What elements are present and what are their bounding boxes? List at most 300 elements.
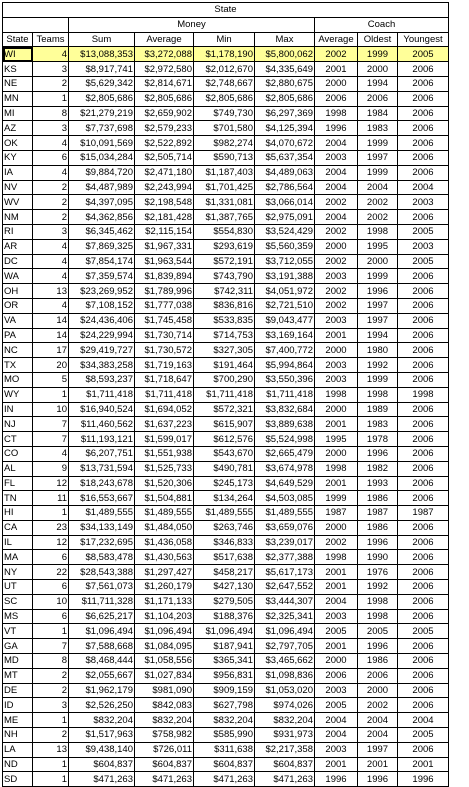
cell-sum[interactable]: $4,487,989 bbox=[69, 180, 135, 195]
cell-max[interactable]: $1,489,555 bbox=[255, 506, 315, 521]
cell-teams[interactable]: 1 bbox=[33, 713, 69, 728]
cell-average[interactable]: $1,436,058 bbox=[135, 535, 194, 550]
cell-teams[interactable]: 1 bbox=[33, 91, 69, 106]
cell-min[interactable]: $572,321 bbox=[194, 402, 255, 417]
cell-oldest[interactable]: 1986 bbox=[358, 520, 398, 535]
cell-max[interactable]: $3,674,978 bbox=[255, 461, 315, 476]
cell-min[interactable]: $191,464 bbox=[194, 358, 255, 373]
cell-max[interactable]: $7,400,772 bbox=[255, 343, 315, 358]
cell-state[interactable]: TN bbox=[3, 491, 33, 506]
cell-youngest[interactable]: 2006 bbox=[398, 417, 449, 432]
cell-sum[interactable]: $6,207,751 bbox=[69, 446, 135, 461]
cell-average[interactable]: $1,718,647 bbox=[135, 372, 194, 387]
cell-average[interactable]: $2,659,902 bbox=[135, 106, 194, 121]
cell-state[interactable]: DE bbox=[3, 683, 33, 698]
cell-sum[interactable]: $1,489,555 bbox=[69, 506, 135, 521]
cell-youngest[interactable]: 1996 bbox=[398, 772, 449, 787]
cell-teams[interactable]: 1 bbox=[33, 624, 69, 639]
cell-sum[interactable]: $4,362,856 bbox=[69, 210, 135, 225]
cell-teams[interactable]: 6 bbox=[33, 550, 69, 565]
cell-min[interactable]: $700,290 bbox=[194, 372, 255, 387]
cell-min[interactable]: $1,489,555 bbox=[194, 506, 255, 521]
cell-max[interactable]: $3,712,055 bbox=[255, 254, 315, 269]
cell-max[interactable]: $4,070,672 bbox=[255, 136, 315, 151]
cell-state[interactable]: HI bbox=[3, 506, 33, 521]
cell-oldest[interactable]: 2002 bbox=[358, 698, 398, 713]
cell-average[interactable]: $1,520,306 bbox=[135, 476, 194, 491]
cell-coach-average[interactable]: 2004 bbox=[315, 210, 358, 225]
cell-sum[interactable]: $5,629,342 bbox=[69, 76, 135, 91]
cell-oldest[interactable]: 1998 bbox=[358, 594, 398, 609]
cell-state[interactable]: IL bbox=[3, 535, 33, 550]
cell-oldest[interactable]: 2005 bbox=[358, 624, 398, 639]
cell-state[interactable]: NE bbox=[3, 76, 33, 91]
cell-teams[interactable]: 3 bbox=[33, 224, 69, 239]
cell-max[interactable]: $5,800,062 bbox=[255, 47, 315, 62]
cell-average[interactable]: $1,730,572 bbox=[135, 343, 194, 358]
column-header-coach-average[interactable]: Average bbox=[315, 32, 358, 47]
cell-min[interactable]: $471,263 bbox=[194, 772, 255, 787]
cell-average[interactable]: $2,505,714 bbox=[135, 150, 194, 165]
cell-max[interactable]: $9,043,477 bbox=[255, 313, 315, 328]
cell-average[interactable]: $2,115,154 bbox=[135, 224, 194, 239]
cell-average[interactable]: $1,599,017 bbox=[135, 432, 194, 447]
cell-state[interactable]: KY bbox=[3, 150, 33, 165]
cell-max[interactable]: $3,169,164 bbox=[255, 328, 315, 343]
cell-teams[interactable]: 11 bbox=[33, 491, 69, 506]
cell-oldest[interactable]: 1998 bbox=[358, 224, 398, 239]
cell-youngest[interactable]: 1998 bbox=[398, 387, 449, 402]
cell-min[interactable]: $427,130 bbox=[194, 580, 255, 595]
cell-oldest[interactable]: 2002 bbox=[358, 210, 398, 225]
cell-state[interactable]: AR bbox=[3, 239, 33, 254]
cell-average[interactable]: $758,982 bbox=[135, 728, 194, 743]
cell-average[interactable]: $1,637,223 bbox=[135, 417, 194, 432]
cell-teams[interactable]: 4 bbox=[33, 254, 69, 269]
cell-sum[interactable]: $7,737,698 bbox=[69, 121, 135, 136]
cell-youngest[interactable]: 2006 bbox=[398, 742, 449, 757]
cell-oldest[interactable]: 1990 bbox=[358, 550, 398, 565]
cell-oldest[interactable]: 1980 bbox=[358, 343, 398, 358]
cell-state[interactable]: CO bbox=[3, 446, 33, 461]
cell-state[interactable]: DC bbox=[3, 254, 33, 269]
cell-state[interactable]: NJ bbox=[3, 417, 33, 432]
cell-sum[interactable]: $471,263 bbox=[69, 772, 135, 787]
cell-sum[interactable]: $1,962,179 bbox=[69, 683, 135, 698]
cell-coach-average[interactable]: 2002 bbox=[315, 195, 358, 210]
cell-teams[interactable]: 2 bbox=[33, 668, 69, 683]
cell-teams[interactable]: 2 bbox=[33, 195, 69, 210]
cell-min[interactable]: $956,831 bbox=[194, 668, 255, 683]
cell-state[interactable]: WY bbox=[3, 387, 33, 402]
cell-oldest[interactable]: 2000 bbox=[358, 62, 398, 77]
cell-state[interactable]: SD bbox=[3, 772, 33, 787]
cell-oldest[interactable]: 2000 bbox=[358, 683, 398, 698]
cell-max[interactable]: $3,239,017 bbox=[255, 535, 315, 550]
cell-max[interactable]: $4,335,649 bbox=[255, 62, 315, 77]
cell-teams[interactable]: 3 bbox=[33, 121, 69, 136]
cell-state[interactable]: WA bbox=[3, 269, 33, 284]
cell-coach-average[interactable]: 2001 bbox=[315, 417, 358, 432]
cell-sum[interactable]: $7,869,325 bbox=[69, 239, 135, 254]
cell-min[interactable]: $187,941 bbox=[194, 639, 255, 654]
cell-oldest[interactable]: 1978 bbox=[358, 432, 398, 447]
cell-teams[interactable]: 8 bbox=[33, 106, 69, 121]
cell-state[interactable]: MI bbox=[3, 106, 33, 121]
cell-state[interactable]: IN bbox=[3, 402, 33, 417]
cell-sum[interactable]: $2,526,250 bbox=[69, 698, 135, 713]
cell-youngest[interactable]: 2006 bbox=[398, 136, 449, 151]
cell-state[interactable]: ME bbox=[3, 713, 33, 728]
cell-youngest[interactable]: 2003 bbox=[398, 195, 449, 210]
cell-teams[interactable]: 3 bbox=[33, 62, 69, 77]
cell-youngest[interactable]: 2006 bbox=[398, 565, 449, 580]
cell-youngest[interactable]: 2006 bbox=[398, 298, 449, 313]
cell-state[interactable]: IA bbox=[3, 165, 33, 180]
cell-coach-average[interactable]: 2004 bbox=[315, 136, 358, 151]
cell-coach-average[interactable]: 1987 bbox=[315, 506, 358, 521]
cell-state[interactable]: KS bbox=[3, 62, 33, 77]
column-header-min[interactable]: Min bbox=[194, 32, 255, 47]
cell-oldest[interactable]: 2004 bbox=[358, 728, 398, 743]
cell-oldest[interactable]: 1997 bbox=[358, 313, 398, 328]
cell-youngest[interactable]: 2006 bbox=[398, 491, 449, 506]
cell-average[interactable]: $2,471,180 bbox=[135, 165, 194, 180]
cell-average[interactable]: $1,171,133 bbox=[135, 594, 194, 609]
cell-teams[interactable]: 12 bbox=[33, 535, 69, 550]
cell-coach-average[interactable]: 2002 bbox=[315, 298, 358, 313]
cell-coach-average[interactable]: 1998 bbox=[315, 387, 358, 402]
cell-max[interactable]: $2,797,705 bbox=[255, 639, 315, 654]
cell-max[interactable]: $1,098,836 bbox=[255, 668, 315, 683]
cell-youngest[interactable]: 2006 bbox=[398, 609, 449, 624]
cell-oldest[interactable]: 2002 bbox=[358, 195, 398, 210]
cell-youngest[interactable]: 2006 bbox=[398, 520, 449, 535]
cell-sum[interactable]: $8,593,237 bbox=[69, 372, 135, 387]
cell-state[interactable]: SC bbox=[3, 594, 33, 609]
cell-average[interactable]: $726,011 bbox=[135, 742, 194, 757]
cell-oldest[interactable]: 1989 bbox=[358, 402, 398, 417]
cell-min[interactable]: $909,159 bbox=[194, 683, 255, 698]
cell-average[interactable]: $1,789,996 bbox=[135, 284, 194, 299]
cell-average[interactable]: $1,104,203 bbox=[135, 609, 194, 624]
cell-oldest[interactable]: 1993 bbox=[358, 476, 398, 491]
cell-state[interactable]: ND bbox=[3, 757, 33, 772]
cell-min[interactable]: $1,096,494 bbox=[194, 624, 255, 639]
cell-sum[interactable]: $18,243,678 bbox=[69, 476, 135, 491]
cell-max[interactable]: $832,204 bbox=[255, 713, 315, 728]
cell-average[interactable]: $1,096,494 bbox=[135, 624, 194, 639]
header-money-group[interactable]: Money bbox=[69, 17, 315, 32]
cell-state[interactable]: PA bbox=[3, 328, 33, 343]
cell-state[interactable]: FL bbox=[3, 476, 33, 491]
cell-coach-average[interactable]: 2004 bbox=[315, 728, 358, 743]
cell-youngest[interactable]: 1987 bbox=[398, 506, 449, 521]
header-coach-group[interactable]: Coach bbox=[315, 17, 449, 32]
cell-min[interactable]: $279,505 bbox=[194, 594, 255, 609]
cell-coach-average[interactable]: 1996 bbox=[315, 121, 358, 136]
cell-youngest[interactable]: 2006 bbox=[398, 62, 449, 77]
cell-sum[interactable]: $4,397,095 bbox=[69, 195, 135, 210]
cell-max[interactable]: $3,066,014 bbox=[255, 195, 315, 210]
cell-teams[interactable]: 14 bbox=[33, 313, 69, 328]
cell-teams[interactable]: 7 bbox=[33, 639, 69, 654]
cell-state[interactable]: NV bbox=[3, 180, 33, 195]
cell-min[interactable]: $612,576 bbox=[194, 432, 255, 447]
cell-min[interactable]: $743,790 bbox=[194, 269, 255, 284]
cell-max[interactable]: $3,524,429 bbox=[255, 224, 315, 239]
cell-max[interactable]: $604,837 bbox=[255, 757, 315, 772]
column-header-oldest[interactable]: Oldest bbox=[358, 32, 398, 47]
cell-sum[interactable]: $7,108,152 bbox=[69, 298, 135, 313]
cell-coach-average[interactable]: 2001 bbox=[315, 580, 358, 595]
cell-average[interactable]: $1,551,938 bbox=[135, 446, 194, 461]
cell-state[interactable]: VA bbox=[3, 313, 33, 328]
cell-max[interactable]: $3,550,396 bbox=[255, 372, 315, 387]
cell-coach-average[interactable]: 1995 bbox=[315, 432, 358, 447]
cell-sum[interactable]: $6,625,217 bbox=[69, 609, 135, 624]
cell-teams[interactable]: 4 bbox=[33, 269, 69, 284]
cell-average[interactable]: $2,972,580 bbox=[135, 62, 194, 77]
cell-oldest[interactable]: 1995 bbox=[358, 239, 398, 254]
cell-average[interactable]: $3,272,088 bbox=[135, 47, 194, 62]
cell-youngest[interactable]: 2005 bbox=[398, 254, 449, 269]
cell-state[interactable]: AL bbox=[3, 461, 33, 476]
cell-teams[interactable]: 5 bbox=[33, 372, 69, 387]
cell-state[interactable]: MO bbox=[3, 372, 33, 387]
cell-oldest[interactable]: 2004 bbox=[358, 180, 398, 195]
cell-teams[interactable]: 13 bbox=[33, 742, 69, 757]
cell-teams[interactable]: 3 bbox=[33, 698, 69, 713]
cell-coach-average[interactable]: 2001 bbox=[315, 62, 358, 77]
cell-average[interactable]: $604,837 bbox=[135, 757, 194, 772]
cell-state[interactable]: TX bbox=[3, 358, 33, 373]
cell-youngest[interactable]: 2006 bbox=[398, 461, 449, 476]
cell-oldest[interactable]: 1998 bbox=[358, 609, 398, 624]
cell-sum[interactable]: $11,460,562 bbox=[69, 417, 135, 432]
cell-teams[interactable]: 2 bbox=[33, 210, 69, 225]
cell-youngest[interactable]: 2001 bbox=[398, 757, 449, 772]
cell-oldest[interactable]: 2001 bbox=[358, 757, 398, 772]
cell-state[interactable]: OH bbox=[3, 284, 33, 299]
cell-teams[interactable]: 1 bbox=[33, 506, 69, 521]
cell-oldest[interactable]: 2000 bbox=[358, 254, 398, 269]
cell-teams[interactable]: 4 bbox=[33, 47, 69, 62]
cell-coach-average[interactable]: 2000 bbox=[315, 520, 358, 535]
cell-oldest[interactable]: 1996 bbox=[358, 772, 398, 787]
cell-coach-average[interactable]: 2003 bbox=[315, 269, 358, 284]
cell-min[interactable]: $585,990 bbox=[194, 728, 255, 743]
cell-average[interactable]: $981,090 bbox=[135, 683, 194, 698]
cell-average[interactable]: $2,522,892 bbox=[135, 136, 194, 151]
cell-max[interactable]: $1,711,418 bbox=[255, 387, 315, 402]
cell-state[interactable]: RI bbox=[3, 224, 33, 239]
cell-sum[interactable]: $7,588,668 bbox=[69, 639, 135, 654]
cell-youngest[interactable]: 2006 bbox=[398, 106, 449, 121]
cell-youngest[interactable]: 2005 bbox=[398, 728, 449, 743]
column-header-state[interactable]: State bbox=[3, 32, 33, 47]
cell-state[interactable]: UT bbox=[3, 580, 33, 595]
cell-max[interactable]: $6,297,369 bbox=[255, 106, 315, 121]
cell-oldest[interactable]: 2006 bbox=[358, 668, 398, 683]
cell-youngest[interactable]: 2005 bbox=[398, 47, 449, 62]
cell-min[interactable]: $490,781 bbox=[194, 461, 255, 476]
cell-coach-average[interactable]: 2000 bbox=[315, 343, 358, 358]
cell-min[interactable]: $982,274 bbox=[194, 136, 255, 151]
cell-teams[interactable]: 4 bbox=[33, 136, 69, 151]
cell-max[interactable]: $3,444,307 bbox=[255, 594, 315, 609]
cell-min[interactable]: $1,701,425 bbox=[194, 180, 255, 195]
cell-teams[interactable]: 20 bbox=[33, 358, 69, 373]
cell-state[interactable]: NY bbox=[3, 565, 33, 580]
cell-max[interactable]: $471,263 bbox=[255, 772, 315, 787]
cell-sum[interactable]: $17,232,695 bbox=[69, 535, 135, 550]
cell-max[interactable]: $2,377,388 bbox=[255, 550, 315, 565]
cell-teams[interactable]: 9 bbox=[33, 461, 69, 476]
column-header-max[interactable]: Max bbox=[255, 32, 315, 47]
cell-average[interactable]: $2,805,686 bbox=[135, 91, 194, 106]
cell-coach-average[interactable]: 2000 bbox=[315, 239, 358, 254]
cell-state[interactable]: MS bbox=[3, 609, 33, 624]
cell-min[interactable]: $2,748,667 bbox=[194, 76, 255, 91]
cell-average[interactable]: $1,525,733 bbox=[135, 461, 194, 476]
cell-coach-average[interactable]: 2000 bbox=[315, 402, 358, 417]
cell-min[interactable]: $458,217 bbox=[194, 565, 255, 580]
cell-teams[interactable]: 10 bbox=[33, 402, 69, 417]
cell-youngest[interactable]: 2006 bbox=[398, 210, 449, 225]
cell-oldest[interactable]: 1999 bbox=[358, 269, 398, 284]
cell-youngest[interactable]: 2006 bbox=[398, 91, 449, 106]
cell-teams[interactable]: 7 bbox=[33, 417, 69, 432]
cell-coach-average[interactable]: 2002 bbox=[315, 535, 358, 550]
cell-youngest[interactable]: 2006 bbox=[398, 654, 449, 669]
cell-state[interactable]: WI bbox=[3, 47, 33, 62]
cell-sum[interactable]: $13,731,594 bbox=[69, 461, 135, 476]
cell-sum[interactable]: $16,940,524 bbox=[69, 402, 135, 417]
cell-min[interactable]: $2,012,670 bbox=[194, 62, 255, 77]
cell-oldest[interactable]: 1997 bbox=[358, 298, 398, 313]
cell-coach-average[interactable]: 2003 bbox=[315, 683, 358, 698]
cell-youngest[interactable]: 2006 bbox=[398, 165, 449, 180]
cell-oldest[interactable]: 1999 bbox=[358, 47, 398, 62]
cell-sum[interactable]: $15,034,284 bbox=[69, 150, 135, 165]
cell-min[interactable]: $346,833 bbox=[194, 535, 255, 550]
cell-teams[interactable]: 2 bbox=[33, 76, 69, 91]
cell-teams[interactable]: 4 bbox=[33, 298, 69, 313]
cell-max[interactable]: $4,489,063 bbox=[255, 165, 315, 180]
cell-min[interactable]: $263,746 bbox=[194, 520, 255, 535]
cell-oldest[interactable]: 2004 bbox=[358, 713, 398, 728]
cell-max[interactable]: $2,325,341 bbox=[255, 609, 315, 624]
cell-youngest[interactable]: 2006 bbox=[398, 372, 449, 387]
cell-state[interactable]: LA bbox=[3, 742, 33, 757]
cell-min[interactable]: $365,341 bbox=[194, 654, 255, 669]
cell-average[interactable]: $1,027,834 bbox=[135, 668, 194, 683]
cell-coach-average[interactable]: 2002 bbox=[315, 224, 358, 239]
column-header-sum[interactable]: Sum bbox=[69, 32, 135, 47]
cell-max[interactable]: $4,125,394 bbox=[255, 121, 315, 136]
cell-teams[interactable]: 1 bbox=[33, 772, 69, 787]
cell-min[interactable]: $604,837 bbox=[194, 757, 255, 772]
cell-coach-average[interactable]: 2006 bbox=[315, 91, 358, 106]
cell-average[interactable]: $1,963,544 bbox=[135, 254, 194, 269]
cell-oldest[interactable]: 1996 bbox=[358, 535, 398, 550]
cell-coach-average[interactable]: 2004 bbox=[315, 165, 358, 180]
cell-oldest[interactable]: 1986 bbox=[358, 491, 398, 506]
cell-min[interactable]: $627,798 bbox=[194, 698, 255, 713]
cell-oldest[interactable]: 1999 bbox=[358, 372, 398, 387]
cell-average[interactable]: $2,579,233 bbox=[135, 121, 194, 136]
cell-average[interactable]: $1,967,331 bbox=[135, 239, 194, 254]
cell-state[interactable]: NM bbox=[3, 210, 33, 225]
cell-coach-average[interactable]: 2003 bbox=[315, 609, 358, 624]
cell-max[interactable]: $974,026 bbox=[255, 698, 315, 713]
cell-coach-average[interactable]: 1996 bbox=[315, 772, 358, 787]
cell-sum[interactable]: $7,854,174 bbox=[69, 254, 135, 269]
cell-sum[interactable]: $21,279,219 bbox=[69, 106, 135, 121]
cell-youngest[interactable]: 2006 bbox=[398, 550, 449, 565]
cell-youngest[interactable]: 2006 bbox=[398, 432, 449, 447]
header-state-title[interactable]: State bbox=[3, 3, 449, 18]
cell-teams[interactable]: 1 bbox=[33, 387, 69, 402]
cell-oldest[interactable]: 1997 bbox=[358, 742, 398, 757]
cell-min[interactable]: $134,264 bbox=[194, 491, 255, 506]
cell-youngest[interactable]: 2006 bbox=[398, 476, 449, 491]
cell-oldest[interactable]: 1996 bbox=[358, 639, 398, 654]
cell-state[interactable]: VT bbox=[3, 624, 33, 639]
cell-min[interactable]: $832,204 bbox=[194, 713, 255, 728]
cell-coach-average[interactable]: 2002 bbox=[315, 284, 358, 299]
cell-youngest[interactable]: 2006 bbox=[398, 402, 449, 417]
cell-sum[interactable]: $1,517,963 bbox=[69, 728, 135, 743]
cell-oldest[interactable]: 1999 bbox=[358, 165, 398, 180]
cell-min[interactable]: $590,713 bbox=[194, 150, 255, 165]
cell-teams[interactable]: 1 bbox=[33, 757, 69, 772]
cell-teams[interactable]: 8 bbox=[33, 654, 69, 669]
cell-coach-average[interactable]: 2000 bbox=[315, 76, 358, 91]
cell-min[interactable]: $714,753 bbox=[194, 328, 255, 343]
cell-coach-average[interactable]: 2004 bbox=[315, 180, 358, 195]
cell-average[interactable]: $1,839,894 bbox=[135, 269, 194, 284]
cell-sum[interactable]: $24,229,994 bbox=[69, 328, 135, 343]
cell-teams[interactable]: 6 bbox=[33, 150, 69, 165]
cell-sum[interactable]: $29,419,727 bbox=[69, 343, 135, 358]
cell-state[interactable]: OK bbox=[3, 136, 33, 151]
cell-min[interactable]: $701,580 bbox=[194, 121, 255, 136]
cell-state[interactable]: NC bbox=[3, 343, 33, 358]
cell-max[interactable]: $3,889,638 bbox=[255, 417, 315, 432]
cell-oldest[interactable]: 1996 bbox=[358, 284, 398, 299]
cell-min[interactable]: $1,387,765 bbox=[194, 210, 255, 225]
cell-coach-average[interactable]: 2002 bbox=[315, 47, 358, 62]
cell-average[interactable]: $1,489,555 bbox=[135, 506, 194, 521]
cell-min[interactable]: $517,638 bbox=[194, 550, 255, 565]
cell-coach-average[interactable]: 1998 bbox=[315, 106, 358, 121]
cell-sum[interactable]: $34,383,258 bbox=[69, 358, 135, 373]
cell-teams[interactable]: 6 bbox=[33, 580, 69, 595]
cell-teams[interactable]: 17 bbox=[33, 343, 69, 358]
cell-coach-average[interactable]: 2005 bbox=[315, 698, 358, 713]
cell-state[interactable]: MT bbox=[3, 668, 33, 683]
cell-max[interactable]: $1,096,494 bbox=[255, 624, 315, 639]
cell-oldest[interactable]: 1994 bbox=[358, 328, 398, 343]
cell-sum[interactable]: $8,583,478 bbox=[69, 550, 135, 565]
cell-sum[interactable]: $1,096,494 bbox=[69, 624, 135, 639]
cell-oldest[interactable]: 1997 bbox=[358, 150, 398, 165]
cell-sum[interactable]: $7,561,073 bbox=[69, 580, 135, 595]
cell-coach-average[interactable]: 2003 bbox=[315, 358, 358, 373]
cell-max[interactable]: $2,217,358 bbox=[255, 742, 315, 757]
